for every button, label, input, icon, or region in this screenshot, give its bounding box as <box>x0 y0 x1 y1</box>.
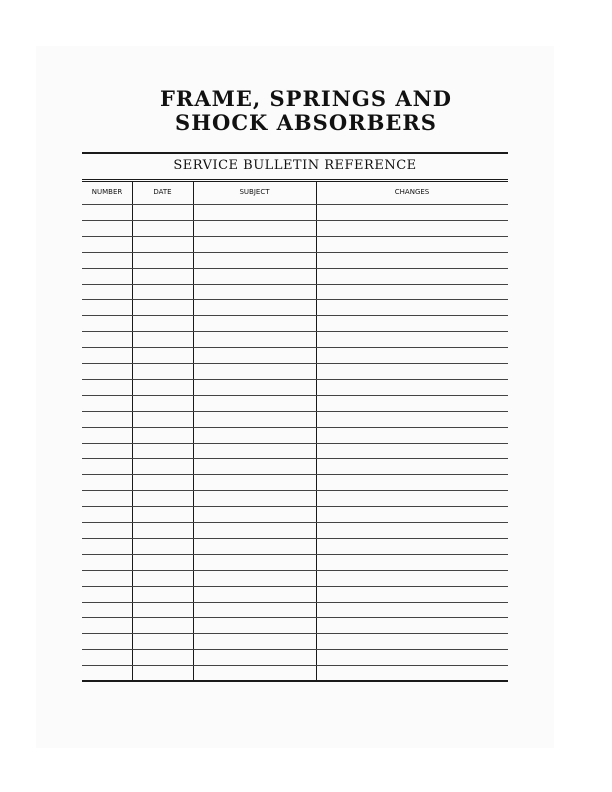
table-row <box>82 602 508 603</box>
table-row <box>82 443 508 444</box>
table-row <box>82 522 508 523</box>
table-row <box>82 299 508 300</box>
table-row <box>82 220 508 221</box>
table-row <box>82 554 508 555</box>
table-row <box>82 490 508 491</box>
title-line-1: FRAME, SPRINGS AND <box>159 86 453 111</box>
page-title <box>0 87 612 135</box>
table-row <box>82 284 508 285</box>
section-heading: SERVICE BULLETIN REFERENCE <box>173 158 417 173</box>
heading-rule-upper <box>82 179 508 180</box>
table-row <box>82 268 508 269</box>
table-row <box>82 427 508 428</box>
column-divider <box>132 182 133 682</box>
table-row <box>82 347 508 348</box>
reference-table <box>82 182 508 682</box>
table-row <box>82 506 508 507</box>
table-row <box>82 315 508 316</box>
table-row <box>82 252 508 253</box>
table-row <box>82 649 508 650</box>
table-row <box>82 363 508 364</box>
table-row <box>82 633 508 634</box>
table-row <box>82 586 508 587</box>
table-row <box>82 538 508 539</box>
table-row <box>82 204 508 205</box>
table-row <box>82 665 508 666</box>
table-row <box>82 458 508 459</box>
bottom-rule <box>82 680 508 682</box>
table-row <box>82 570 508 571</box>
column-divider <box>193 182 194 682</box>
top-rule <box>82 152 508 154</box>
table-row <box>82 395 508 396</box>
table-row <box>82 474 508 475</box>
table-row <box>82 411 508 412</box>
header-number: NUMBER <box>91 188 123 196</box>
table-row <box>82 617 508 618</box>
table-row <box>82 236 508 237</box>
header-changes: CHANGES <box>394 188 430 196</box>
table-row <box>82 331 508 332</box>
header-subject: SUBJECT <box>239 188 270 196</box>
column-divider <box>316 182 317 682</box>
table-row <box>82 379 508 380</box>
title-line-2: SHOCK ABSORBERS <box>175 110 437 135</box>
header-date: DATE <box>153 188 172 196</box>
